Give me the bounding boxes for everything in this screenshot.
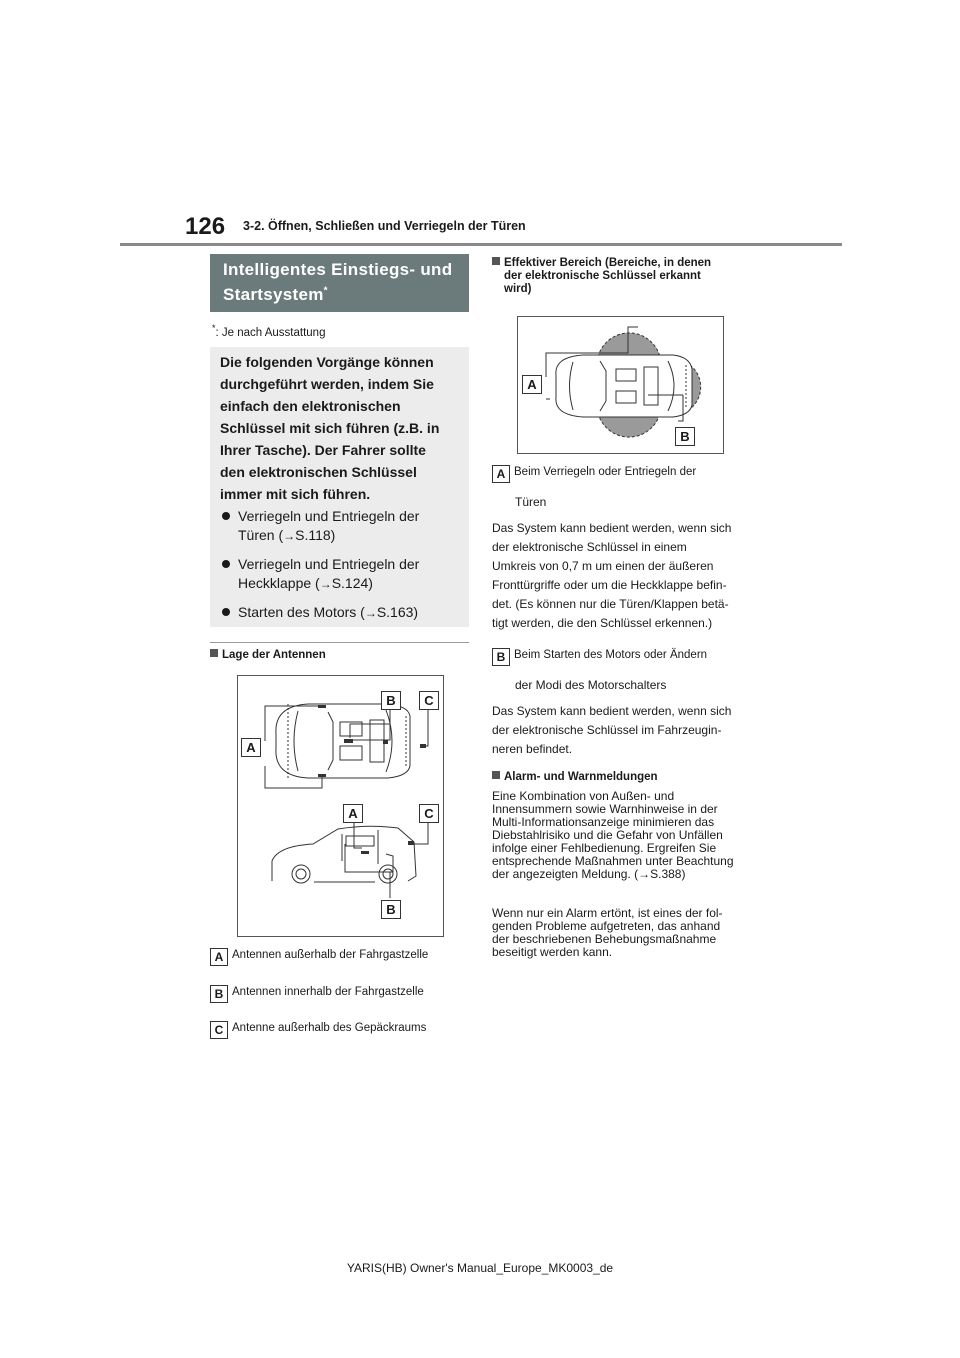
alarm-paragraph-1 [492,790,754,881]
paragraph-line: Diebstahlrisiko und die Gefahr von Unfällen [492,828,723,842]
range-heading-line: der elektronische Schlüssel erkannt [504,270,701,282]
label-b-icon: B [675,427,695,446]
footnote-mark: * [212,323,216,333]
arrow-icon: → [638,867,651,881]
paragraph-line: der elektronische Schlüssel in einem [492,540,687,554]
legend-item [210,948,428,966]
range-a-title-text: Beim Verriegeln oder Entriegeln der [514,466,697,478]
bullet-line: Verriegeln und Entriegeln der [238,508,420,524]
list-item [220,603,465,623]
page-reference-link[interactable]: S.124) [331,575,373,591]
antenna-heading-text: Lage der Antennen [222,649,326,661]
intro-line: Ihrer Tasche). Der Fahrer sollte [220,442,426,458]
section-divider [210,642,469,643]
alarm-heading-text: Alarm- und Warnmeldungen [504,771,658,783]
bullet-text: Türen ( [238,527,284,543]
range-heading-text: Effektiver Bereich (Bereiche, in denen [504,257,712,269]
label-c-icon: C [419,691,439,710]
intro-line: den elektronischen Schlüssel [220,464,417,480]
paragraph-line: Wenn nur ein Alarm ertönt, ist eines der fol- [492,906,723,920]
info-box [210,347,469,627]
paragraph-line: beseitigt werden kann. [492,945,613,959]
paragraph-line: Eine Kombination von Außen- und [492,789,675,803]
footnote-text: : Je nach Ausstattung [215,326,326,339]
page-reference-link[interactable]: S.163) [376,604,419,620]
page-reference-link[interactable]: S.388) [650,867,686,881]
paragraph-line: Das System kann bedient werden, wenn sich [492,521,732,535]
title-line-2-text: Startsystem [223,285,324,304]
list-item [220,507,465,546]
range-b-title [492,648,707,666]
legend-key-icon: A [492,465,510,483]
label-a-icon: A [241,738,261,757]
arrow-icon: → [364,606,377,620]
legend-item [210,985,424,1003]
bullet-line [238,526,465,546]
legend-text: Antenne außerhalb des Gepäckraums [232,1022,427,1034]
paragraph-line: infolge einer Fehlbedienung. Ergreifen Sie [492,841,717,855]
label-b-icon: B [381,900,401,919]
antenna-diagram [238,676,443,936]
range-a-paragraph [492,519,752,633]
square-bullet-icon [210,649,218,657]
paragraph-line: Umkreis von 0,7 m um einen der äußeren [492,559,714,573]
antenna-figure [237,675,444,937]
bullet-text: Heckklappe ( [238,575,320,591]
square-bullet-icon [492,771,500,779]
label-c-icon: C [419,804,439,823]
paragraph-text: der angezeigten Meldung. ( [492,867,639,881]
intro-line: einfach den elektronischen [220,398,401,414]
bullet-dot-icon [222,512,230,520]
label-a-icon: A [522,375,542,394]
paragraph-line: tigt werden, die den Schlüssel erkennen.) [492,616,713,630]
footnote [212,323,325,339]
bullet-line: Verriegeln und Entriegeln der [238,556,420,572]
page-number: 126 [185,213,226,240]
bullet-line [238,574,465,594]
bullet-line [238,603,465,623]
legend-key-icon: A [210,948,228,966]
range-a-title [492,465,696,483]
paragraph-line: genden Probleme aufgetreten, das anhand [492,919,721,933]
paragraph-line [492,868,754,881]
range-b-title-line: der Modi des Motorschalters [515,678,667,692]
bullet-dot-icon [222,560,230,568]
info-bullets [220,507,465,632]
legend-item [210,1021,426,1039]
legend-text: Antennen außerhalb der Fahrgastzelle [232,949,429,961]
paragraph-line: Multi-Informationsanzeige minimieren das [492,815,715,829]
paragraph-line: entsprechende Maßnahmen unter Beachtung [492,854,734,868]
arrow-icon: → [319,577,332,591]
label-b-icon: B [381,691,401,710]
range-b-title-text: Beim Starten des Motors oder Ändern [514,649,708,661]
legend-key-icon: B [492,648,510,666]
antenna-heading [210,649,326,662]
legend-text: Antennen innerhalb der Fahrgastzelle [232,986,424,998]
range-a-title-line: Türen [515,495,547,509]
paragraph-line: der beschriebenen Behebungsmaßnahme [492,932,717,946]
title-line-2 [223,285,328,305]
legend-key-icon: B [210,985,228,1003]
paragraph-line: neren befindet. [492,742,573,756]
bullet-text: Starten des Motors ( [238,604,365,620]
header-divider [120,243,842,246]
intro-line: durchgeführt werden, indem Sie [220,376,434,392]
alarm-heading [492,771,658,784]
paragraph-line: Fronttürgriffe oder um die Heckklappe befin- [492,578,727,592]
range-heading-line [492,257,752,270]
label-a-icon: A [343,804,363,823]
range-heading [492,257,752,296]
legend-key-icon: C [210,1021,228,1039]
section-title-box [210,254,469,312]
paragraph-line: der elektronische Schlüssel im Fahrzeugin- [492,723,722,737]
title-footnote-mark: * [323,285,328,297]
section-heading: 3-2. Öffnen, Schließen und Verriegeln der Türen [243,219,526,233]
intro-line: Schlüssel mit sich führen (z.B. in [220,420,440,436]
page-footer: YARIS(HB) Owner's Manual_Europe_MK0003_de [346,1261,614,1275]
range-figure [517,316,724,454]
info-intro [220,351,465,505]
alarm-paragraph-2 [492,907,754,959]
range-heading-line: wird) [504,283,532,295]
intro-line: immer mit sich führen. [220,486,371,502]
paragraph-line: det. (Es können nur die Türen/Klappen betä- [492,597,729,611]
list-item [220,555,465,594]
title-line-1: Intelligentes Einstiegs- und [223,260,453,279]
paragraph-line: Innensummern sowie Warnhinweise in der [492,802,718,816]
paragraph-line: Das System kann bedient werden, wenn sich [492,704,732,718]
square-bullet-icon [492,257,500,265]
intro-line: Die folgenden Vorgänge können [220,354,434,370]
range-b-paragraph [492,702,752,759]
page-reference-link[interactable]: S.118) [295,527,336,543]
bullet-dot-icon [222,608,230,616]
arrow-icon: → [283,529,296,543]
